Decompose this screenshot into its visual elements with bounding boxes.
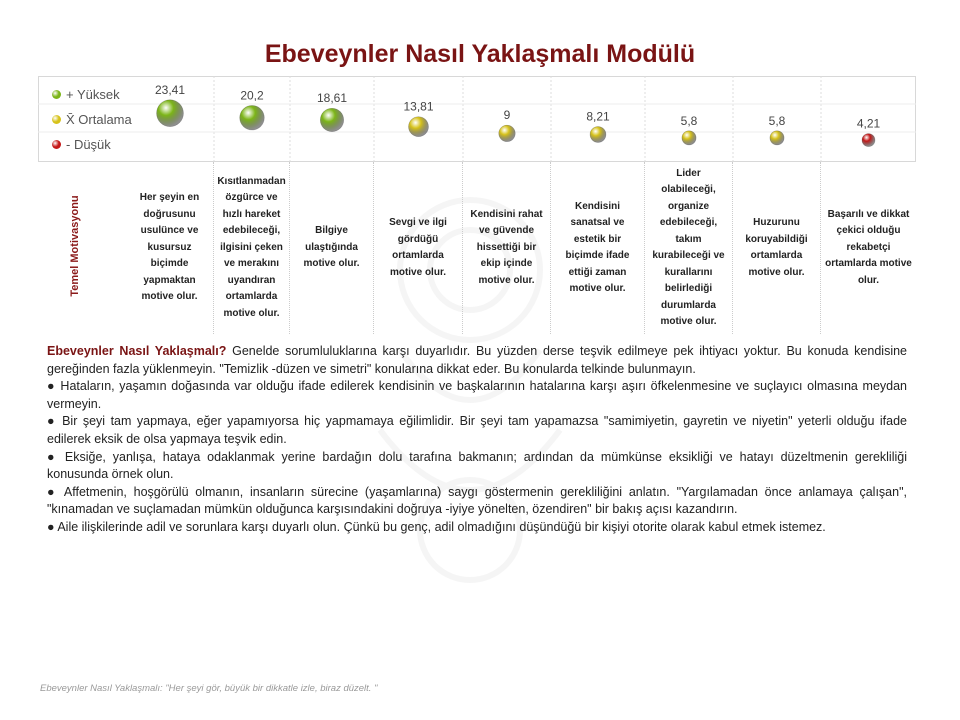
legend bbox=[52, 82, 132, 157]
legend-dot-low bbox=[52, 140, 61, 149]
data-label-8: 5,8 bbox=[768, 113, 786, 128]
category-label-5: Kendisini rahat ve güvende hissettiği bir ekip içinde motive olur. bbox=[463, 162, 551, 334]
category-label-9: Başarılı ve dikkat çekici olduğu rekabetçi ortamlarda motive olur. bbox=[825, 208, 912, 286]
data-point-7 bbox=[682, 131, 696, 145]
paragraph-lead: Ebeveynler Nasıl Yaklaşmalı? bbox=[47, 344, 227, 358]
page-title: Ebeveynler Nasıl Yaklaşmalı Modülü bbox=[264, 40, 696, 68]
bubble-chart bbox=[38, 76, 916, 162]
paragraph-text: ● Bir şeyi tam yapmaya, eğer yapamıyorsa hiç yapmamaya eğilimlidir. Bir şeyi tam yapamazsa "samimiyetin, gayretin ve niyetin" yeterli olduğu ifade edilerek eksik de olsa yapmaya teşvik edin. bbox=[47, 414, 907, 446]
footer-quote: Ebeveynler Nasıl Yaklaşmalı: "Her şeyi gör, büyük bir dikkatle izle, biraz düzelt. " bbox=[40, 683, 378, 694]
paragraph-6 bbox=[47, 519, 907, 537]
data-point-1 bbox=[157, 100, 184, 127]
paragraph-5 bbox=[47, 484, 907, 519]
chart-area bbox=[38, 76, 916, 162]
data-label-1: 23,41 bbox=[154, 82, 186, 97]
data-label-6: 8,21 bbox=[586, 109, 610, 124]
category-label-7: Lider olabileceği, organize edebileceği, takım kurabileceği ve kurallarını belirlediği durumlarda motive olur. bbox=[645, 162, 733, 334]
paragraph-text: Genelde sorumluluklarına karşı duyarlıdır. Bu yüzden derse teşvik edilmeye pek ihtiyacı yoktur. Bu konuda kendisine gereğinden fazla yüklenmeyin. "Temizlik -düzen ve simetri" konularına dikkat eder. Bu konularda telkinde bulunmayın. bbox=[47, 344, 907, 376]
data-point-2 bbox=[240, 105, 265, 130]
category-label-4: Sevgi ve ilgi gördüğü ortamlarda motive olur. bbox=[374, 162, 463, 334]
legend-dot-high bbox=[52, 90, 61, 99]
data-label-5: 9 bbox=[503, 108, 511, 123]
category-label-3: Bilgiye ulaştığında motive olur. bbox=[290, 162, 374, 334]
legend-item-average bbox=[52, 107, 132, 132]
paragraph-text: ● Affetmenin, hoşgörülü olmanın, insanların sürecine (yaşamlarına) saygı göstermenin gerekliliğini anlatın. "Yargılamadan önce anlamaya çalışan", "kınamadan ve suçlamadan mümkün olduğunca karşısındakini doğruya -iyiye yönelten, özendiren" bir bakış açısı kazandırın. bbox=[47, 484, 907, 517]
category-labels bbox=[38, 162, 916, 334]
legend-label-average: X̄ Ortalama bbox=[66, 112, 132, 127]
category-label-1: Her şeyin en doğrusunu usulünce ve kusursuz biçimde yapmaktan motive olur. bbox=[126, 162, 214, 334]
legend-dot-average bbox=[52, 115, 61, 124]
paragraph-4 bbox=[47, 449, 907, 484]
data-label-3: 18,61 bbox=[316, 91, 348, 106]
legend-label-high: + Yüksek bbox=[66, 87, 120, 102]
data-label-9: 4,21 bbox=[856, 116, 881, 131]
data-label-4: 13,81 bbox=[403, 99, 434, 114]
data-point-8 bbox=[770, 131, 784, 145]
data-point-5 bbox=[499, 125, 515, 141]
data-label-2: 20,2 bbox=[240, 88, 264, 103]
data-point-9 bbox=[862, 134, 875, 147]
body-text bbox=[47, 343, 907, 537]
paragraph-2 bbox=[47, 378, 907, 413]
category-label-2: Kısıtlanmadan özgürce ve hızlı hareket edebileceği, ilgisini çeken ve merakını uyandıran ortamlarda motive olur. bbox=[214, 162, 290, 334]
paragraph-3 bbox=[47, 413, 907, 448]
paragraph-text: ● Hataların, yaşamın doğasında var olduğu ifade edilerek kendisinin ve başkalarının hatalarına karşı aşırı öfkelenmesine ve suçlayıcı olmasına meydan vermeyin. bbox=[47, 379, 907, 411]
category-label-8: Huzurunu koruyabildiği ortamlarda motive olur. bbox=[733, 162, 821, 334]
legend-label-low: - Düşük bbox=[66, 137, 111, 152]
data-label-7: 5,8 bbox=[680, 113, 698, 128]
row-label-text: Temel Motivasyonu bbox=[69, 195, 81, 297]
legend-item-high bbox=[52, 82, 132, 107]
data-point-6 bbox=[590, 127, 606, 143]
legend-item-low bbox=[52, 132, 132, 157]
data-point-4 bbox=[409, 117, 429, 137]
category-label-6: Kendisini sanatsal ve estetik bir biçimde ifade ettiği zaman motive olur. bbox=[551, 162, 645, 334]
paragraph-text: ● Eksiğe, yanlışa, hataya odaklanmak yerine bardağın dolu tarafına bakmanın; ardından da mümkünse eksikliği ve hatayı düzeltmenin gerekliliği konusunda örnek olun. bbox=[47, 449, 907, 482]
paragraph-text: ● Aile ilişkilerinde adil ve sorunlara karşı duyarlı olun. Çünkü bu genç, adil olmadığını düşündüğü bir kişiyi otorite olarak kabul etmek istemez. bbox=[47, 519, 826, 534]
paragraph-1 bbox=[47, 343, 907, 378]
data-point-3 bbox=[320, 108, 343, 131]
